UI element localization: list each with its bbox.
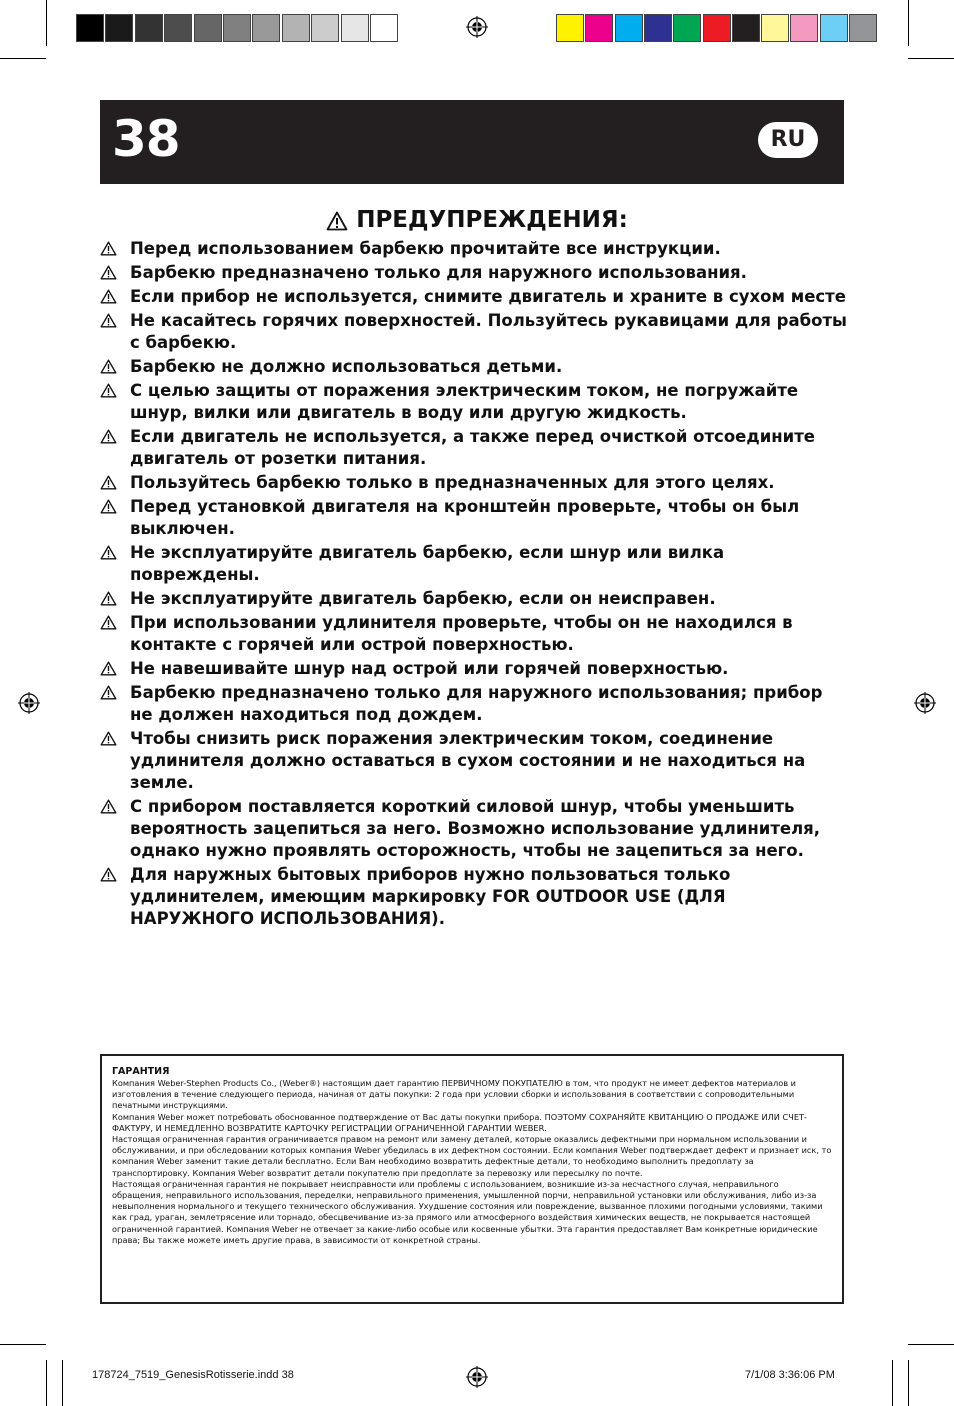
warning-triangle-icon [100,313,117,328]
grayscale-swatch [164,14,192,42]
warning-text: При использовании удлинителя проверьте, чтобы он не находился в контакте с горячей или острой поверхностью. [130,613,793,654]
grayscale-swatch [282,14,310,42]
color-swatch [849,14,877,42]
warning-text: Для наружных бытовых приборов нужно пользоваться только удлинителем, имеющим маркировку FOR OUTDOOR USE (ДЛЯ НАРУЖНОГО ИСПОЛЬЗОВАНИЯ). [130,865,731,928]
warning-triangle-icon [100,867,117,882]
warning-item [100,588,850,610]
warning-triangle-icon [100,241,117,256]
warning-triangle-icon [100,265,117,280]
grayscale-swatch [223,14,251,42]
warning-triangle-icon [100,545,117,560]
warning-item [100,542,850,586]
warning-item [100,238,850,260]
warning-text: Пользуйтесь барбекю только в предназначенных для этого целях. [130,473,775,492]
warning-item [100,286,850,308]
warning-triangle-icon [100,289,117,304]
color-swatch [556,14,584,42]
warning-text: Барбекю предназначено только для наружного использования. [130,263,747,282]
color-swatch [761,14,789,42]
color-swatch [615,14,643,42]
warning-item [100,262,850,284]
grayscale-swatch [341,14,369,42]
page-number: 38 [112,110,180,168]
warning-text: Если двигатель не используется, а также перед очисткой отсоедините двигатель от розетки питания. [130,427,815,468]
warning-triangle-icon [100,429,117,444]
grayscale-swatch [311,14,339,42]
warning-triangle-icon [100,661,117,676]
warning-triangle-icon [100,591,117,606]
warning-triangle-icon [100,731,117,746]
warning-text: Барбекю не должно использоваться детьми. [130,357,563,376]
warning-triangle-icon [100,799,117,814]
grayscale-swatch [135,14,163,42]
warning-triangle-icon [100,383,117,398]
language-badge: RU [758,122,818,158]
warning-triangle-icon [100,475,117,490]
grayscale-swatch [252,14,280,42]
warning-text: Не эксплуатируйте двигатель барбекю, если он неисправен. [130,589,716,608]
color-swatch [673,14,701,42]
warning-item [100,682,850,726]
warning-triangle-icon [326,211,348,231]
color-swatch [790,14,818,42]
warranty-paragraph: Компания Weber-Stephen Products Co., (Weber®) настоящим дает гарантию ПЕРВИЧНОМУ ПОКУПАТЕЛЮ в том, что продукт не имеет дефектов материалов и изготовления в течение следующего периода, начиная от даты покупки: 2 года при условии сборки и использования в соответствии с сопроводительными печатными инструкциями. [112,1078,796,1111]
warning-text: Не касайтесь горячих поверхностей. Пользуйтесь рукавицами для работы с барбекю. [130,311,847,352]
warning-text: Чтобы снизить риск поражения электрическим током, соединение удлинителя должно оставаться в сухом состоянии и не находиться на земле. [130,729,806,792]
warranty-paragraph: Настоящая ограниченная гарантия ограничивается правом на ремонт или замену деталей, которые оказались дефектными при нормальном использовании и обслуживании, и при обследовании которых компания Weber убедилась в их дефектном состоянии. Если компания Weber подтверждает дефект и признает иск, то компания Weber заменит такие детали бесплатно. Если Вам необходимо возвратить дефектные детали, то необходимо выполнить предоплату за транспортировку. Компания Weber возвратит детали покупателю при предоплате за перевозку или пересылку по почте. [112,1134,832,1178]
warranty-paragraph: Настоящая ограниченная гарантия не покрывает неисправности или проблемы с использованием, возникшие из-за несчастного случая, неправильного обращения, неправильного использования, переделки, неправильного применения, умышленной порчи, неправильной установки или обслуживания, либо из-за невыполнения нормального и текущего технического обслуживания. Ухудшение состояния или повреждение, вызванное плохими погодными условиями, такими как град, ураган, землетрясение или торнадо, обесцвечивание из-за прямого или атмосферного воздействия химических веществ, не покрывается настоящей ограниченной гарантией. Компания Weber не отвечает за какие-либо особые или косвенные убытки. Эта гарантия предоставляет Вам конкретные юридические права; Вы также можете иметь другие права, в зависимости от конкретной страны. [112,1178,823,1245]
warning-item [100,426,850,470]
warning-item [100,864,850,930]
warning-text: Не навешивайте шнур над острой или горячей поверхностью. [130,659,729,678]
warning-text: Не эксплуатируйте двигатель барбекю, если шнур или вилка повреждены. [130,543,725,584]
warning-triangle-icon [100,499,117,514]
registration-mark-icon [466,16,488,38]
warning-text: Перед использованием барбекю прочитайте все инструкции. [130,239,721,258]
page-header-band [100,100,844,184]
warning-item [100,658,850,680]
grayscale-swatch [370,14,398,42]
registration-mark-icon [18,692,40,714]
warning-triangle-icon [100,359,117,374]
warning-text: С целью защиты от поражения электрическим током, не погружайте шнур, вилки или двигатель в воду или другую жидкость. [130,381,799,422]
registration-mark-icon [914,692,936,714]
warning-item [100,728,850,794]
warning-text: Если прибор не используется, снимите двигатель и храните в сухом месте [130,287,846,306]
color-swatch [585,14,613,42]
color-swatch [732,14,760,42]
footer-date-info: 7/1/08 3:36:06 PM [745,1369,835,1381]
color-swatch [703,14,731,42]
warning-item [100,796,850,862]
warnings-list [100,238,850,932]
warning-text: Перед установкой двигателя на кронштейн проверьте, чтобы он был выключен. [130,497,800,538]
grayscale-swatch [194,14,222,42]
warning-item [100,496,850,540]
warnings-title-text: ПРЕДУПРЕЖДЕНИЯ: [356,207,628,233]
color-swatch [644,14,672,42]
footer-file-info: 178724_7519_GenesisRotisserie.indd 38 [92,1369,294,1381]
warning-triangle-icon [100,685,117,700]
warranty-title: ГАРАНТИЯ [112,1066,170,1077]
warnings-title [0,207,954,233]
registration-mark-icon [466,1366,488,1388]
warning-triangle-icon [100,615,117,630]
warning-item [100,310,850,354]
warning-text: Барбекю предназначено только для наружного использования; прибор не должен находиться под дождем. [130,683,823,724]
warranty-box [100,1054,844,1304]
warning-item [100,356,850,378]
warning-item [100,472,850,494]
grayscale-swatch [105,14,133,42]
warning-item [100,612,850,656]
color-swatch [820,14,848,42]
warning-item [100,380,850,424]
warranty-paragraph: Компания Weber может потребовать обоснованное подтверждение от Вас даты покупки прибора. ПОЭТОМУ СОХРАНЯЙТЕ КВИТАНЦИЮ О ПРОДАЖЕ ИЛИ СЧЕТ-ФАКТУРУ, И НЕМЕДЛЕННО ВОЗВРАТИТЕ КАРТОЧКУ РЕГИСТРАЦИИ ОГРАНИЧЕННОЙ ГАРАНТИИ WEBER. [112,1111,807,1133]
warning-text: С прибором поставляется короткий силовой шнур, чтобы уменьшить вероятность зацепиться за него. Возможно использование удлинителя, однако нужно проявлять осторожность, чтобы не зацепиться за него. [130,797,821,860]
grayscale-swatch [76,14,104,42]
